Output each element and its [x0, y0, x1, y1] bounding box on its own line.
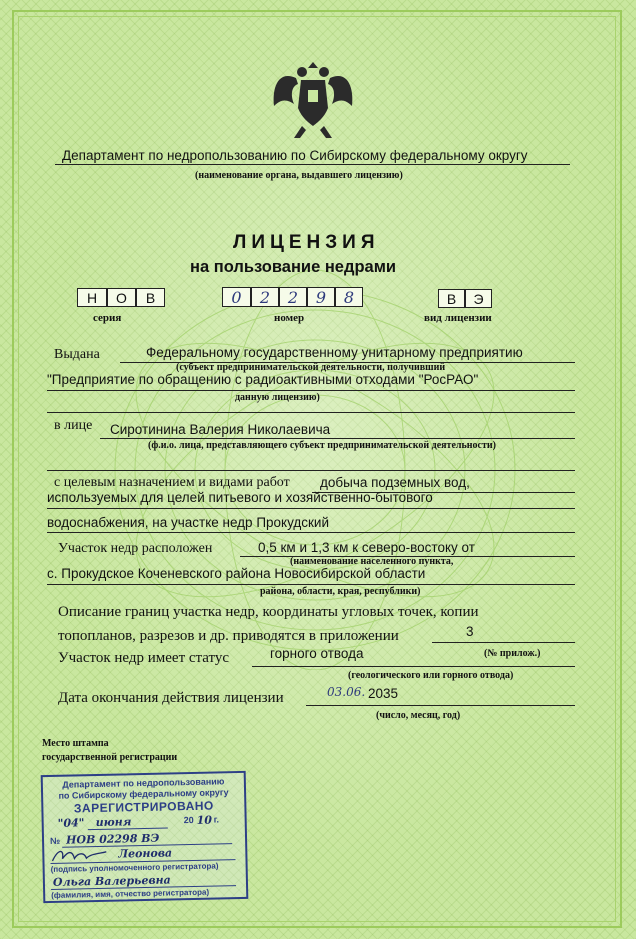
purpose-line2: используемых для целей питьевого и хозяйственно-бытового — [47, 490, 433, 505]
number-digit-box: 2 — [279, 287, 307, 307]
representative-name: Сиротинина Валерия Николаевича — [110, 422, 331, 437]
location-caption2: района, области, края, республики) — [260, 586, 421, 597]
appendix-number: 3 — [466, 624, 474, 639]
representative-underline — [100, 438, 575, 439]
number-digit-box: 9 — [307, 287, 335, 307]
document-title: ЛИЦЕНЗИЯ — [233, 232, 380, 253]
expiry-caption: (число, месяц, год) — [376, 710, 461, 721]
appendix-underline — [432, 642, 575, 643]
stamp-org-line2: по Сибирскому федеральному округу — [58, 787, 229, 801]
stamp-registered: ЗАРЕГИСТРИРОВАНО — [73, 798, 214, 816]
number-digit-box: 0 — [222, 287, 251, 307]
number-digit-box: 8 — [335, 287, 363, 307]
stamp-registrar-name: Ольга Валерьевна — [52, 873, 171, 889]
series-label: серия — [93, 312, 122, 324]
number-label: номер — [274, 312, 305, 324]
issued-to-caption2: данную лицензию) — [235, 392, 320, 403]
status-underline — [252, 666, 575, 667]
location-caption1: (наименование населенного пункта, — [290, 556, 454, 567]
series-letter-box: Н — [77, 288, 107, 307]
issued-to-underline2 — [47, 390, 575, 391]
appendix-caption: (№ прилож.) — [484, 648, 541, 659]
stamp-org-line1: Департамент по недропользованию — [62, 776, 225, 790]
registration-stamp — [41, 771, 249, 903]
issued-to-caption1: (субъект предпринимательской деятельности, получивший — [176, 362, 446, 373]
issuer-line — [55, 164, 570, 165]
stamp-year-prefix: 20 — [183, 814, 194, 826]
purpose-label: с целевым назначением и видами работ — [54, 475, 290, 490]
location-line2: с. Прокудское Коченевского района Новосибирской области — [47, 566, 426, 581]
stamp-reg-number: НОВ 02298 ВЭ — [65, 831, 160, 847]
type-label: вид лицензии — [424, 312, 492, 324]
stamp-year-unit: г. — [213, 814, 220, 825]
location-label: Участок недр расположен — [58, 541, 213, 556]
boundaries-line1: Описание границ участка недр, координаты угловых точек, копии — [58, 604, 479, 620]
expiry-underline — [306, 705, 575, 706]
purpose-line1: добыча подземных вод, — [320, 475, 470, 490]
purpose-underline3 — [47, 532, 575, 533]
series-letter-box: В — [136, 288, 165, 307]
issued-to-line2: "Предприятие по обращению с радиоактивными отходами "РосРАО" — [47, 372, 479, 387]
series-letter-box: О — [107, 288, 136, 307]
double-headed-eagle-emblem-icon — [268, 48, 358, 148]
purpose-underline2 — [47, 508, 575, 509]
representative-caption: (ф.и.о. лица, представляющего субъект предпринимательской деятельности) — [148, 440, 496, 451]
location-line1: 0,5 км и 1,3 км к северо-востоку от — [258, 540, 475, 555]
stamp-registrar-caption: (фамилия, имя, отчество регистратора) — [51, 887, 210, 900]
stamp-signature-caption: (подпись уполномоченного регистратора) — [50, 861, 219, 874]
blank-underline — [47, 412, 575, 413]
stamp-place-line1: Место штампа — [42, 738, 109, 749]
blank-underline — [47, 470, 575, 471]
issuer-caption: (наименование органа, выдавшего лицензию) — [195, 170, 403, 181]
purpose-line3: водоснабжения, на участке недр Прокудский — [47, 515, 330, 530]
type-letter-box: В — [438, 289, 465, 308]
boundaries-line2: топопланов, разрезов и др. приводятся в приложении — [58, 628, 399, 644]
status-value: горного отвода — [270, 646, 364, 661]
expiry-label: Дата окончания действия лицензии — [58, 690, 284, 706]
stamp-signature-name: Леонова — [118, 846, 173, 861]
number-digit-box: 2 — [251, 287, 279, 307]
location-underline2 — [47, 584, 575, 585]
stamp-month: июня — [95, 815, 132, 830]
stamp-place-line2: государственной регистрации — [42, 752, 178, 763]
issued-to-label: Выдана — [54, 347, 100, 362]
expiry-handwritten-date: 03.06. — [327, 685, 366, 699]
status-caption: (геологического или горного отвода) — [348, 670, 514, 681]
expiry-year: 2035 — [368, 686, 399, 701]
document-subtitle: на пользование недрами — [190, 258, 397, 276]
issued-to-line1: Федеральному государственному унитарному предприятию — [146, 345, 523, 360]
issuer-name: Департамент по недропользованию по Сибирскому федеральному округу — [62, 148, 528, 163]
stamp-day: "04" — [57, 816, 85, 830]
stamp-number-sign: № — [49, 835, 61, 846]
type-letter-box: Э — [465, 289, 492, 308]
status-label: Участок недр имеет статус — [58, 650, 230, 666]
stamp-year-suffix: 10 — [196, 813, 213, 827]
representative-label: в лице — [54, 418, 93, 433]
